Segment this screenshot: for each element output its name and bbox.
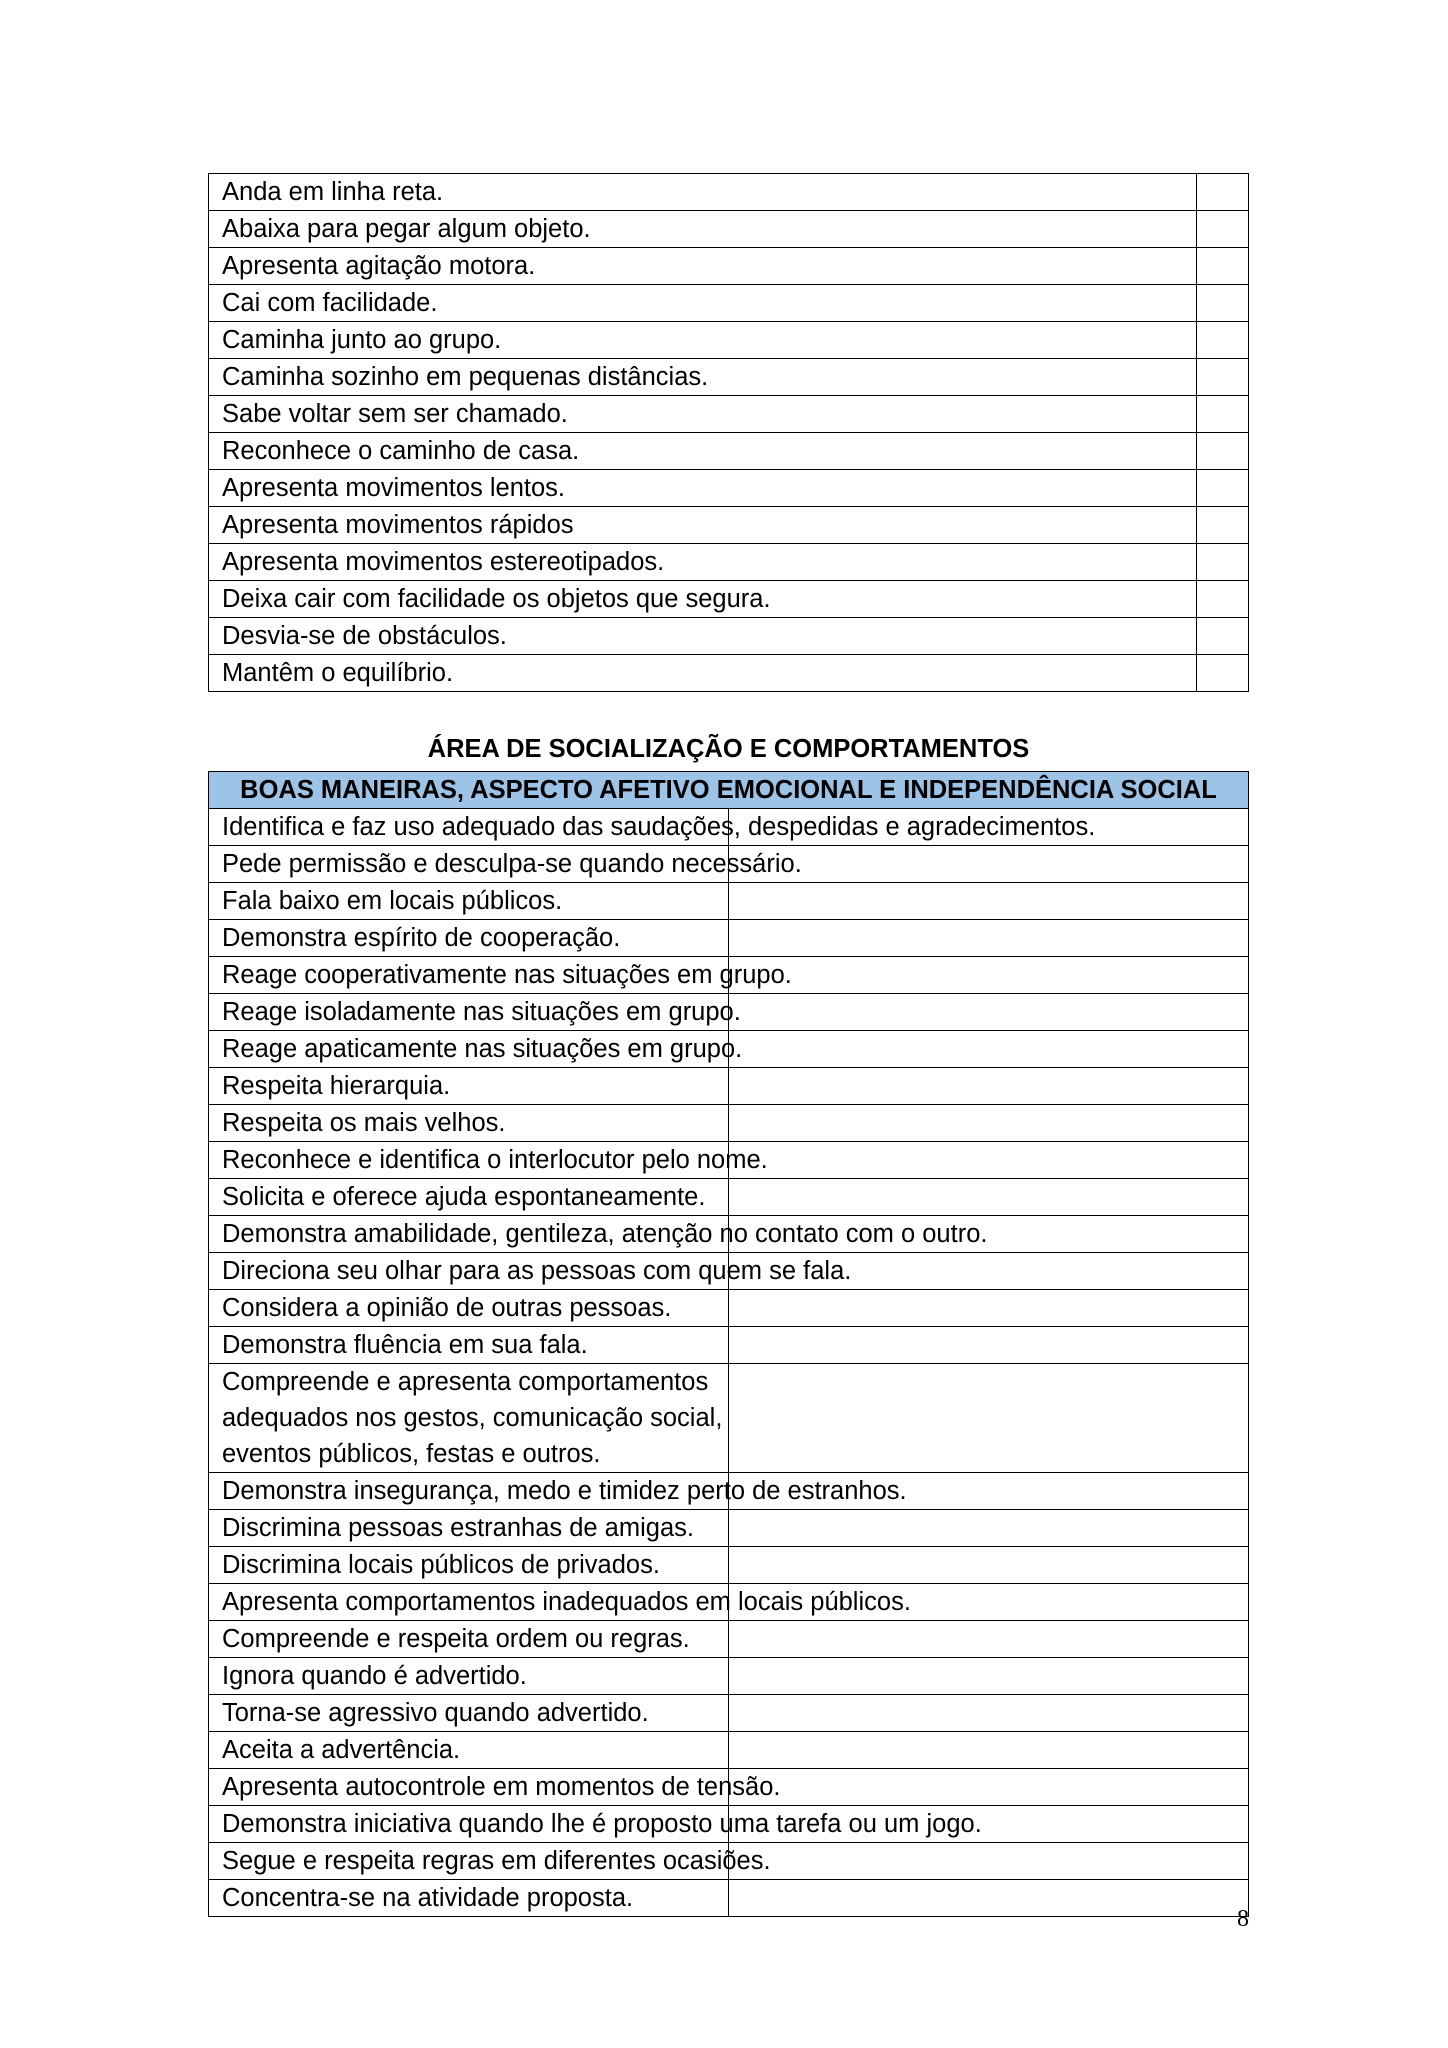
- check-box-cell[interactable]: [729, 1695, 1249, 1732]
- item-label: Reage cooperativamente nas situações em grupo.: [209, 957, 729, 994]
- check-box-cell[interactable]: [1197, 655, 1249, 692]
- item-label: Demonstra espírito de cooperação.: [209, 920, 729, 957]
- check-box-cell[interactable]: [1197, 322, 1249, 359]
- check-box-cell[interactable]: [729, 920, 1249, 957]
- item-label: Demonstra fluência em sua fala.: [209, 1327, 729, 1364]
- table-row: [209, 211, 1249, 248]
- table-row: [209, 1658, 1249, 1695]
- item-label: Anda em linha reta.: [209, 174, 1197, 211]
- check-box-cell[interactable]: [729, 994, 1249, 1031]
- table-row: [209, 285, 1249, 322]
- check-box-cell[interactable]: [1197, 248, 1249, 285]
- item-label: Apresenta autocontrole em momentos de tensão.: [209, 1769, 729, 1806]
- item-label: Sabe voltar sem ser chamado.: [209, 396, 1197, 433]
- item-label: Demonstra amabilidade, gentileza, atenção no contato com o outro.: [209, 1216, 729, 1253]
- item-label: Cai com facilidade.: [209, 285, 1197, 322]
- item-label: Reage isoladamente nas situações em grupo.: [209, 994, 729, 1031]
- check-box-cell[interactable]: [729, 1621, 1249, 1658]
- table-row: [209, 1473, 1249, 1510]
- item-label: Apresenta comportamentos inadequados em locais públicos.: [209, 1584, 729, 1621]
- check-box-cell[interactable]: [1197, 470, 1249, 507]
- table-row: [209, 1142, 1249, 1179]
- item-label: Direciona seu olhar para as pessoas com quem se fala.: [209, 1253, 729, 1290]
- check-box-cell[interactable]: [729, 1510, 1249, 1547]
- page-number: 8: [1237, 1906, 1249, 1932]
- table-row: [209, 809, 1249, 846]
- table-row: [209, 1695, 1249, 1732]
- check-box-cell[interactable]: [729, 1290, 1249, 1327]
- table-row: [209, 994, 1249, 1031]
- item-label: Considera a opinião de outras pessoas.: [209, 1290, 729, 1327]
- table-row: [209, 581, 1249, 618]
- table-row: [209, 1547, 1249, 1584]
- table-row: [209, 1253, 1249, 1290]
- table-row: [209, 1327, 1249, 1364]
- item-label: Reconhece o caminho de casa.: [209, 433, 1197, 470]
- check-box-cell[interactable]: [729, 1031, 1249, 1068]
- item-label: Apresenta movimentos lentos.: [209, 470, 1197, 507]
- check-box-cell[interactable]: [729, 1327, 1249, 1364]
- item-label: Fala baixo em locais públicos.: [209, 883, 729, 920]
- item-label: Segue e respeita regras em diferentes ocasiões.: [209, 1843, 729, 1880]
- check-box-cell[interactable]: [1197, 618, 1249, 655]
- check-box-cell[interactable]: [1197, 211, 1249, 248]
- table-row: [209, 1843, 1249, 1880]
- item-label: Discrimina pessoas estranhas de amigas.: [209, 1510, 729, 1547]
- item-label: Identifica e faz uso adequado das saudações, despedidas e agradecimentos.: [209, 809, 729, 846]
- table-row: [209, 1732, 1249, 1769]
- item-label: Discrimina locais públicos de privados.: [209, 1547, 729, 1584]
- table-row: [209, 1584, 1249, 1621]
- item-label: Demonstra iniciativa quando lhe é proposto uma tarefa ou um jogo.: [209, 1806, 729, 1843]
- table-row: [209, 1769, 1249, 1806]
- motor-checklist-table: [208, 173, 1249, 692]
- check-box-cell[interactable]: [729, 1068, 1249, 1105]
- table-row: [209, 544, 1249, 581]
- check-box-cell[interactable]: [1197, 544, 1249, 581]
- table-row: [209, 1510, 1249, 1547]
- social-checklist-table: [208, 771, 1249, 1917]
- item-label: Reconhece e identifica o interlocutor pelo nome.: [209, 1142, 729, 1179]
- check-box-cell[interactable]: [1197, 433, 1249, 470]
- item-label: Respeita hierarquia.: [209, 1068, 729, 1105]
- table-row: [209, 248, 1249, 285]
- item-label: Torna-se agressivo quando advertido.: [209, 1695, 729, 1732]
- check-box-cell[interactable]: [1197, 174, 1249, 211]
- table-row: [209, 1806, 1249, 1843]
- table-row: [209, 1179, 1249, 1216]
- item-label: Concentra-se na atividade proposta.: [209, 1880, 729, 1917]
- item-label: Demonstra insegurança, medo e timidez perto de estranhos.: [209, 1473, 729, 1510]
- check-box-cell[interactable]: [1197, 581, 1249, 618]
- item-label: Caminha sozinho em pequenas distâncias.: [209, 359, 1197, 396]
- table-row: [209, 1880, 1249, 1917]
- table-row: [209, 322, 1249, 359]
- item-label: Deixa cair com facilidade os objetos que segura.: [209, 581, 1197, 618]
- table-row: [209, 433, 1249, 470]
- item-label: Apresenta agitação motora.: [209, 248, 1197, 285]
- item-label: Apresenta movimentos rápidos: [209, 507, 1197, 544]
- item-label: Desvia-se de obstáculos.: [209, 618, 1197, 655]
- check-box-cell[interactable]: [729, 1769, 1249, 1806]
- item-label: Compreende e respeita ordem ou regras.: [209, 1621, 729, 1658]
- table-row: [209, 618, 1249, 655]
- item-label: Solicita e oferece ajuda espontaneamente.: [209, 1179, 729, 1216]
- item-label: Apresenta movimentos estereotipados.: [209, 544, 1197, 581]
- check-box-cell[interactable]: [1197, 396, 1249, 433]
- table-row: [209, 655, 1249, 692]
- table-row: [209, 1031, 1249, 1068]
- table-row: [209, 1290, 1249, 1327]
- check-box-cell[interactable]: [729, 957, 1249, 994]
- table-row: [209, 396, 1249, 433]
- check-box-cell[interactable]: [729, 1364, 1249, 1473]
- check-box-cell[interactable]: [729, 1843, 1249, 1880]
- check-box-cell[interactable]: [729, 1105, 1249, 1142]
- item-label: Caminha junto ao grupo.: [209, 322, 1197, 359]
- table-row: [209, 1216, 1249, 1253]
- item-label: Respeita os mais velhos.: [209, 1105, 729, 1142]
- check-box-cell[interactable]: [729, 1142, 1249, 1179]
- check-box-cell[interactable]: [729, 846, 1249, 883]
- table-row: [209, 1364, 1249, 1473]
- item-label: Compreende e apresenta comportamentos adequados nos gestos, comunicação social, eventos públicos, festas e outros.: [209, 1364, 729, 1473]
- item-label: Pede permissão e desculpa-se quando necessário.: [209, 846, 729, 883]
- check-box-cell[interactable]: [729, 1880, 1249, 1917]
- table-row: [209, 1068, 1249, 1105]
- table-row: [209, 846, 1249, 883]
- table-row: [209, 920, 1249, 957]
- check-box-cell[interactable]: [1197, 359, 1249, 396]
- check-box-cell[interactable]: [729, 883, 1249, 920]
- check-box-cell[interactable]: [729, 1658, 1249, 1695]
- item-label: Mantêm o equilíbrio.: [209, 655, 1197, 692]
- check-box-cell[interactable]: [1197, 285, 1249, 322]
- item-label: Abaixa para pegar algum objeto.: [209, 211, 1197, 248]
- table-header: BOAS MANEIRAS, ASPECTO AFETIVO EMOCIONAL E INDEPENDÊNCIA SOCIAL: [209, 772, 1249, 809]
- table-row: [209, 883, 1249, 920]
- table-row: [209, 1621, 1249, 1658]
- section-title: ÁREA DE SOCIALIZAÇÃO E COMPORTAMENTOS: [427, 735, 1030, 763]
- table-row: [209, 957, 1249, 994]
- item-label: Reage apaticamente nas situações em grupo.: [209, 1031, 729, 1068]
- table-row: [209, 174, 1249, 211]
- check-box-cell[interactable]: [729, 1179, 1249, 1216]
- check-box-cell[interactable]: [1197, 507, 1249, 544]
- table-row: [209, 359, 1249, 396]
- table-row: [209, 1105, 1249, 1142]
- check-box-cell[interactable]: [729, 1732, 1249, 1769]
- item-label: Aceita a advertência.: [209, 1732, 729, 1769]
- item-label: Ignora quando é advertido.: [209, 1658, 729, 1695]
- check-box-cell[interactable]: [729, 1547, 1249, 1584]
- table-header-row: [209, 772, 1249, 809]
- table-row: [209, 507, 1249, 544]
- table-row: [209, 470, 1249, 507]
